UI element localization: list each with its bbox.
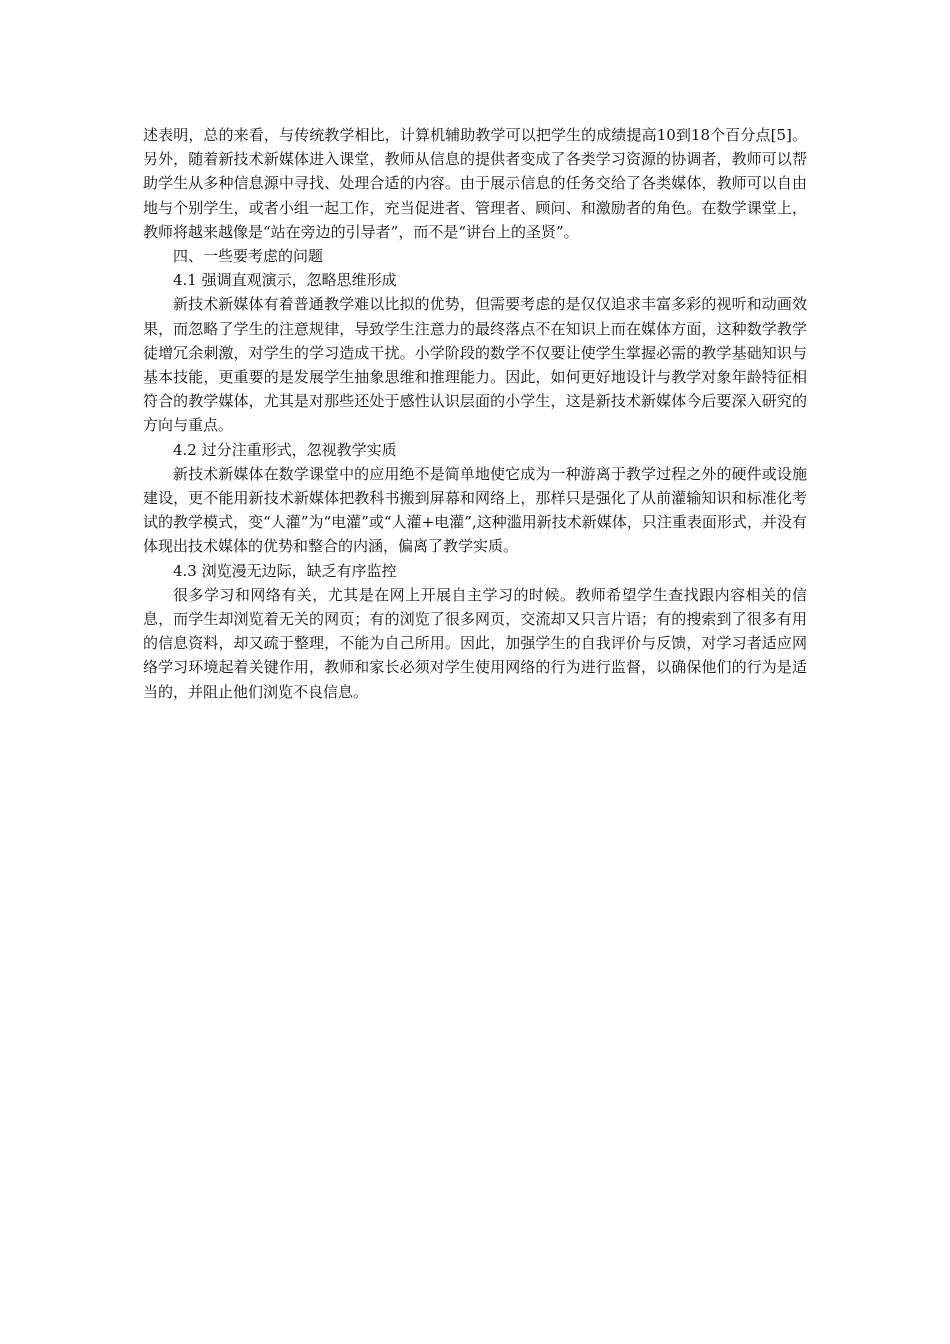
paragraph-4-1: 新技术新媒体有着普通教学难以比拟的优势，但需要考虑的是仅仅追求丰富多彩的视听和动画效果，而忽略了学生的注意规律，导致学生注意力的最终落点不在知识上而在媒体方面，这种数学教学徒增冗余刺激，对学生的学习造成干扰。小学阶段的数学不仅要让使学生掌握必需的教学基础知识与基本技能，更重要的是发展学生抽象思维和推理能力。因此，如何更好地设计与教学对象年龄特征相符合的教学媒体，尤其是对那些还处于感性认识层面的小学生，这是新技术新媒体今后要深入研究的方向与重点。: [143, 295, 807, 435]
paragraph-4-2: 新技术新媒体在数学课堂中的应用绝不是简单地使它成为一种游离于教学过程之外的硬件或设施建设，更不能用新技术新媒体把教科书搬到屏幕和网络上，那样只是强化了从前灌输知识和标准化考试的教学模式，变“人灌”为“电灌”或“人灌+电灌”,这种滥用新技术新媒体，只注重表面形式，并没有体现出技术媒体的优势和整合的内涵，偏离了教学实质。: [143, 464, 807, 556]
document-body: [143, 123, 807, 704]
subsection-heading-4-3: 4.3 浏览漫无边际，缺乏有序监控: [173, 561, 397, 580]
paragraph-4-3: 很多学习和网络有关，尤其是在网上开展自主学习的时候。教师希望学生查找跟内容相关的信息，而学生却浏览着无关的网页；有的浏览了很多网页，交流却又只言片语；有的搜索到了很多有用的信息资料，却又疏于整理，不能为自己所用。因此，加强学生的自我评价与反馈，对学习者适应网络学习环境起着关键作用，教师和家长必须对学生使用网络的行为进行监督，以确保他们的行为是适当的，并阻止他们浏览不良信息。: [143, 585, 807, 701]
paragraph-continuation: 述表明，总的来看，与传统教学相比，计算机辅助教学可以把学生的成绩提高10到18个百分点[5]。另外，随着新技术新媒体进入课堂，教师从信息的提供者变成了各类学习资源的协调者，教师可以帮助学生从多种信息源中寻找、处理合适的内容。由于展示信息的任务交给了各类媒体，教师可以自由地与个别学生，或者小组一起工作，充当促进者、管理者、顾问、和激励者的角色。在数学课堂上，教师将越来越像是“站在旁边的引导者”，而不是“讲台上的圣贤”。: [143, 126, 807, 241]
subsection-heading-4-2: 4.2 过分注重形式，忽视教学实质: [173, 440, 397, 459]
subsection-heading-4-1: 4.1 强调直观演示，忽略思维形成: [173, 271, 397, 290]
section-heading-4: 四、一些要考虑的问题: [173, 247, 324, 266]
